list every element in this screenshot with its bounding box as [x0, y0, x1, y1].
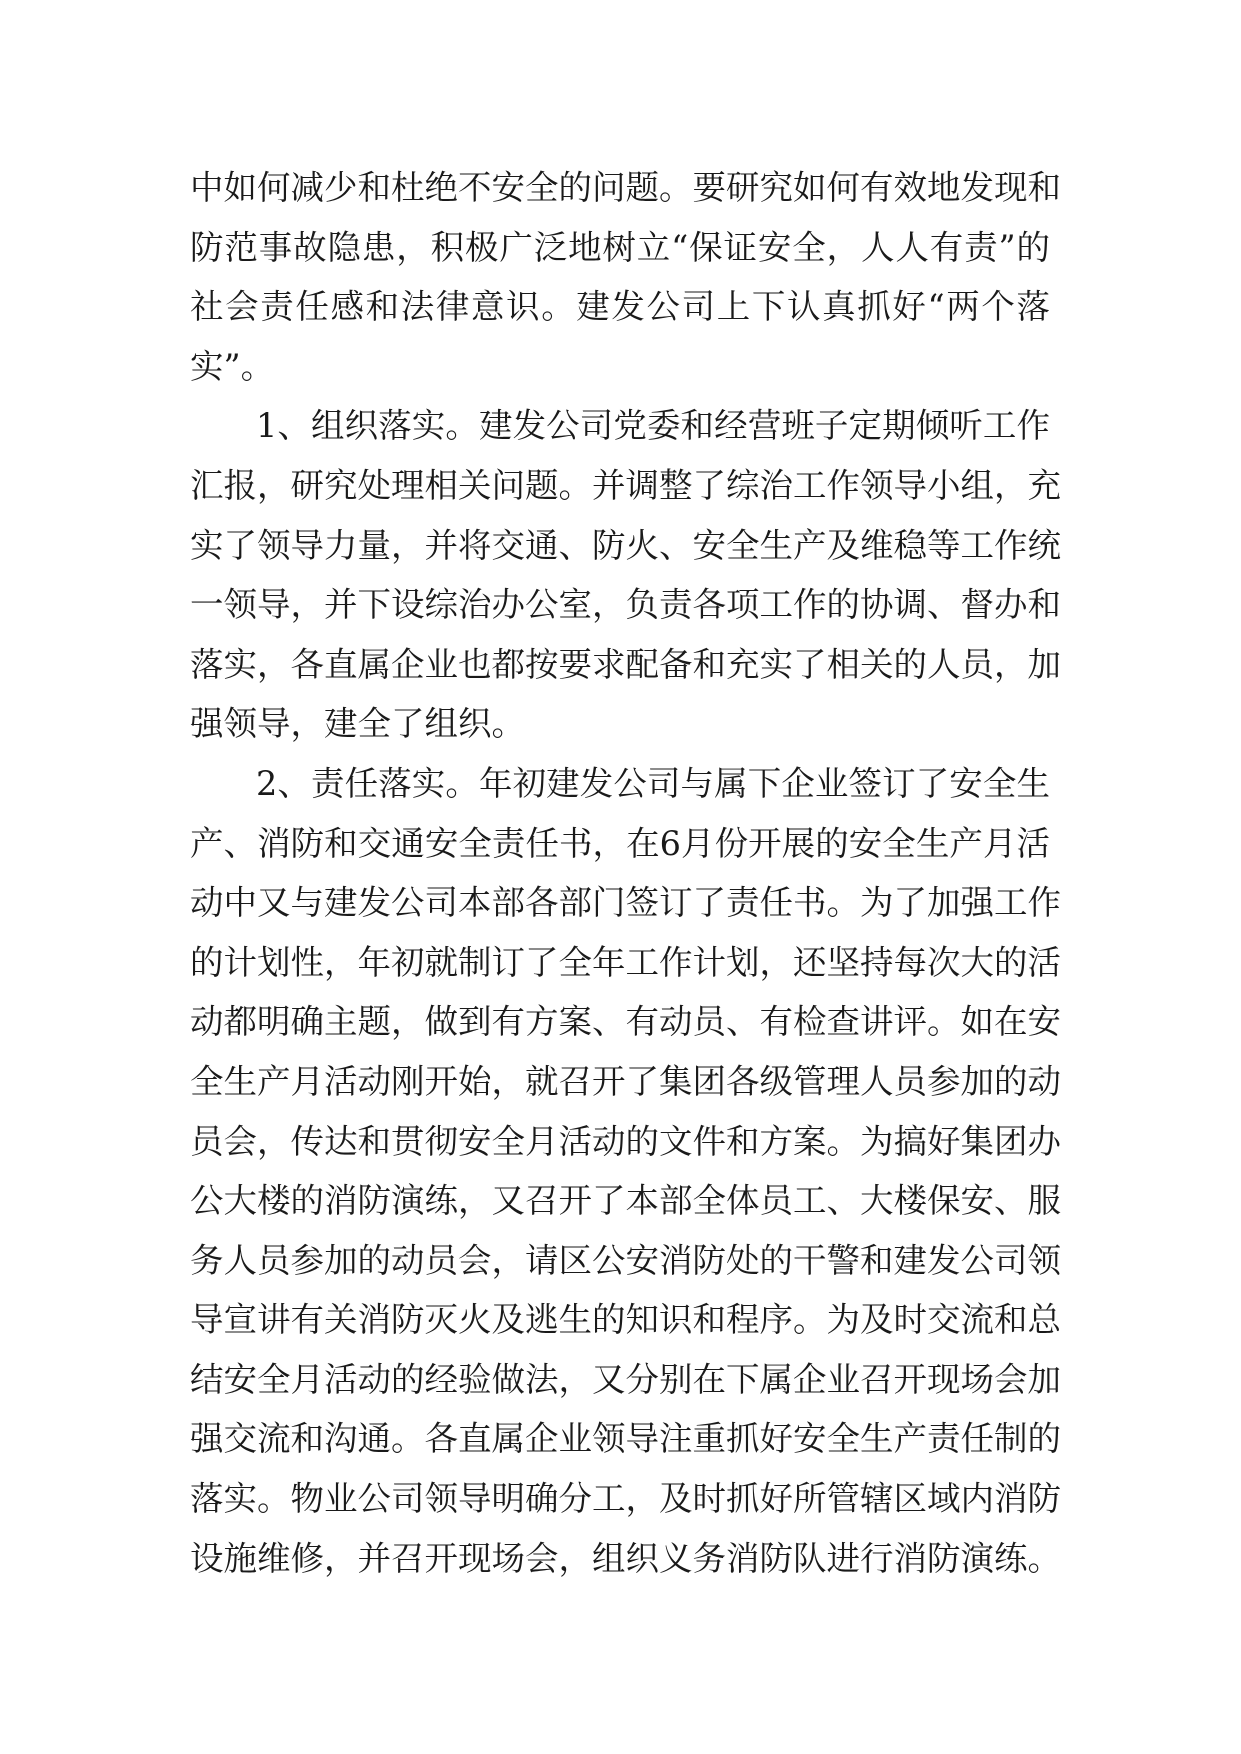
text-line: 的计划性，年初就制订了全年工作计划，还坚持每次大的活: [190, 942, 1061, 982]
text-line: 产、消防和交通安全责任书，在6月份开展的安全生产月活: [190, 823, 1050, 863]
text-line: 社会责任感和法律意识。建发公司上下认真抓好“两个落: [190, 287, 1050, 327]
text-line: 导宣讲有关消防灭火及逃生的知识和程序。为及时交流和总: [190, 1300, 1061, 1340]
text-line: 落实，各直属企业也都按要求配备和充实了相关的人员，加: [190, 644, 1061, 684]
text-line: 防范事故隐患，积极广泛地树立“保证安全，人人有责”的: [190, 227, 1050, 267]
text-line: 结安全月活动的经验做法，又分别在下属企业召开现场会加: [190, 1359, 1061, 1399]
document-body: [190, 158, 1061, 1588]
text-line: 务人员参加的动员会，请区公安消防处的干警和建发公司领: [190, 1240, 1061, 1280]
text-line: 设施维修，并召开现场会，组织义务消防队进行消防演练。: [190, 1538, 1061, 1578]
text-line: 强交流和沟通。各直属企业领导注重抓好安全生产责任制的: [190, 1419, 1061, 1459]
text-line: 员会，传达和贯彻安全月活动的文件和方案。为搞好集团办: [190, 1121, 1061, 1161]
paragraph-2-start-line: 2、责任落实。年初建发公司与属下企业签订了安全生: [256, 763, 1050, 803]
text-line: 强领导，建全了组织。: [190, 704, 525, 744]
paragraph-1-start-line: 1、组织落实。建发公司党委和经营班子定期倾听工作: [256, 406, 1050, 446]
text-line: 公大楼的消防演练，又召开了本部全体员工、大楼保安、服: [190, 1181, 1061, 1221]
text-line: 实”。: [190, 346, 275, 386]
text-line: 实了领导力量，并将交通、防火、安全生产及维稳等工作统: [190, 525, 1061, 565]
text-line: 动都明确主题，做到有方案、有动员、有检查讲评。如在安: [190, 1002, 1061, 1042]
text-line: 全生产月活动刚开始，就召开了集团各级管理人员参加的动: [190, 1061, 1061, 1101]
text-line: 落实。物业公司领导明确分工，及时抓好所管辖区域内消防: [190, 1479, 1061, 1519]
text-line: 动中又与建发公司本部各部门签订了责任书。为了加强工作: [190, 883, 1061, 923]
text-line: 汇报，研究处理相关问题。并调整了综治工作领导小组，充: [190, 465, 1061, 505]
text-line: 一领导，并下设综治办公室，负责各项工作的协调、督办和: [190, 585, 1061, 625]
text-line: 中如何减少和杜绝不安全的问题。要研究如何有效地发现和: [190, 168, 1061, 207]
